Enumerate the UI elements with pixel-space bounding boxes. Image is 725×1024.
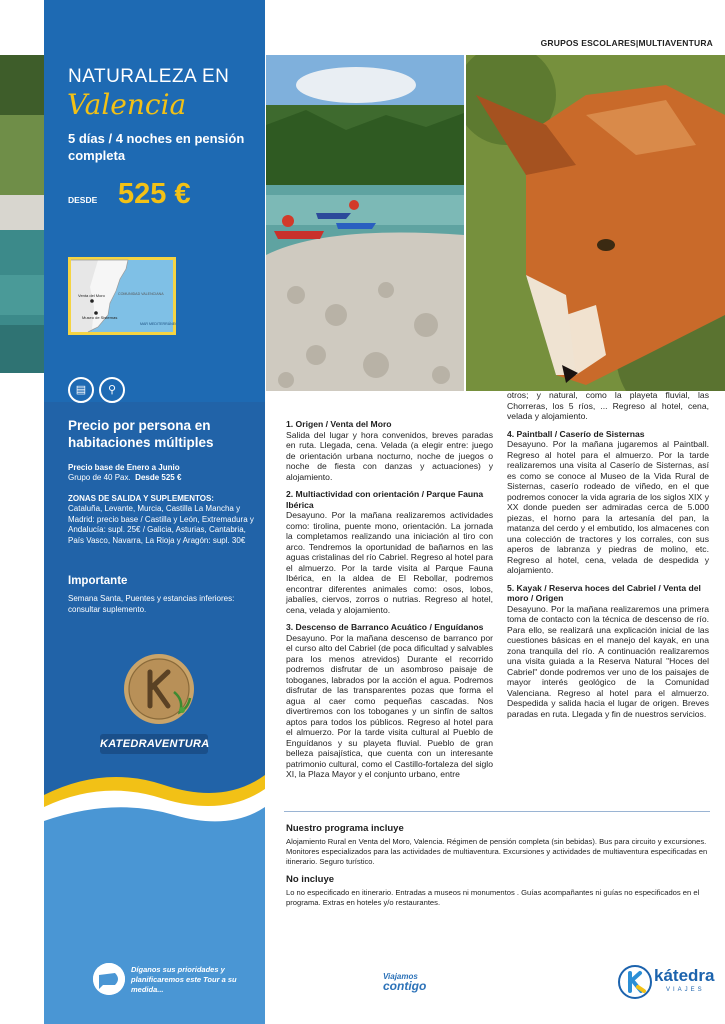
contigo-word: contigo bbox=[383, 979, 427, 993]
trip-duration: 5 días / 4 noches en pensión completa bbox=[68, 131, 245, 163]
section-divider bbox=[284, 811, 710, 812]
itinerary-column-2 bbox=[507, 390, 709, 726]
group-price-line bbox=[68, 473, 181, 482]
title-destination: Valencia bbox=[67, 88, 187, 121]
katedraventura-banner: KATEDRAVENTURA bbox=[100, 734, 208, 754]
price-per-person-title: Precio por persona en habitaciones múltiples bbox=[68, 418, 214, 450]
kayak-river-photo bbox=[266, 55, 464, 391]
map-label-mar: MAR MEDITERRÁNEO bbox=[140, 322, 176, 326]
day5-text: Desayuno. Por la mañana realizaremos una primera toma de contacto con la técnica de descenso de río. Para ello, se realizará una explicación inicial de las cuestiones básicas en el manejo del kayak, en una zona tranquila del río. A continuación realizaremos una visita guiada a la Reserva Natural "Hoces del Cabriel" donde podremos ver uno de los paisajes de mayor interés geológico de la Comunidad Valenciana. Regreso al hotel para el almuerzo. Despedida y salida hacia el lugar de origen. Breves paradas en ruta. Llegada y fin de nuestros servicios. bbox=[507, 603, 709, 719]
map-label-comunidad: COMUNIDAD VALENCIANA bbox=[118, 292, 164, 296]
bus-icon: ▤ bbox=[68, 377, 94, 403]
restaurant-icon: ⚲ bbox=[99, 377, 125, 403]
fox-photo bbox=[466, 55, 725, 391]
important-title: Importante bbox=[68, 575, 128, 587]
not-included-text: Lo no especificado en itinerario. Entradas a museos ni monumentos . Guías acompañantes ni guías no especificados en el programa. Extras en hoteles y/o restaurantes. bbox=[286, 888, 700, 907]
important-text: Semana Santa, Puentes y estancias inferiores: consultar suplemento. bbox=[68, 594, 235, 614]
location-map bbox=[68, 257, 176, 335]
katedra-brand-sub: VIAJES bbox=[666, 987, 705, 993]
sidebar-bottom-panel bbox=[44, 860, 265, 1024]
itinerary-column-1 bbox=[286, 419, 493, 787]
day3-text: Desayuno. Por la mañana descenso de barranco por el curso alto del Cabriel (de poca dificultad y salvables para los menos atrevidos) Durante el recorrido podremos disfrutar de un asombroso paisaje de toboganes, labrados por la acción el agua. Podremos disfrutar de las transparentes pozas que forma el agua al caer como pequeñas cascadas. Nos divertiremos con los toboganes y un sinfín de saltos aptos para todos los públicos. Regreso al hotel para el almuerzo. Por la tarde visita cultural al Pueblo de Enguídanos y su playeta fluvial. Pueblo de gran belleza paisajística, que cuenta con un interesante patrimonio cultural, como el Castillo-fortaleza del siglo XI, la Plaza Mayor y el conjunto urbano, entre bbox=[286, 632, 493, 779]
katedra-brand: kátedra bbox=[654, 966, 715, 985]
viajamos-contigo-logo bbox=[383, 972, 453, 993]
zones-title: ZONAS DE SALIDA Y SUPLEMENTOS: bbox=[68, 494, 214, 503]
day4-title: 4. Paintball / Caserío de Sisternas bbox=[507, 428, 645, 439]
katedraventura-medal-logo bbox=[122, 652, 196, 726]
service-icons bbox=[68, 377, 130, 403]
river-photo-strip bbox=[0, 55, 44, 373]
group-size: Grupo de 40 Pax. bbox=[68, 473, 131, 482]
day3-continued: otros; y natural, como la playeta fluvial, las Chorreras, los 5 ríos, ... Regreso al hotel, cena, velada y alojamiento. bbox=[507, 390, 709, 421]
not-included-title: No incluye bbox=[286, 874, 335, 885]
speech-icon bbox=[93, 963, 125, 995]
price-big: 525 € bbox=[118, 178, 191, 210]
desde-label: DESDE bbox=[68, 195, 98, 205]
tagline-text: Díganos sus prioridades y planificaremos este Tour a su medida... bbox=[131, 965, 237, 994]
day2-text: Desayuno. Por la mañana realizaremos actividades como: tirolina, puente mono, orientación. La jornada la completamos realizando una iniciación al tiro con arco. Tendremos la oportunidad de bañarnos en las aguas cristalinas del río Cabriel. Regreso al hotel para el almuerzo. Por la tarde visita al Parque Fauna Ibérica, en la aldea de El Rebollar, podremos encontrar diferentes animales como: osos, lobos, jabalíes, ciervos, zorros o nutrias. Regreso al hotel, cena, velada y alojamiento. bbox=[286, 510, 493, 615]
base-price-label: Precio base de Enero a Junio bbox=[68, 463, 180, 472]
day5-title: 5. Kayak / Reserva hoces del Cabriel / Venta del moro / Origen bbox=[507, 582, 701, 603]
includes-title: Nuestro programa incluye bbox=[286, 823, 404, 834]
title-line1: NATURALEZA EN bbox=[68, 66, 230, 87]
zones-text: Cataluña, Levante, Murcia, Castilla La Mancha y Madrid: precio base / Castilla y León, Extremadura y Andalucía: supl. 25€ / Galicia, Asturias, Cantabria, País Vasco, Navarra, La Rioja y Aragón: supl. 30€ bbox=[68, 504, 254, 545]
day1-title: 1. Origen / Venta del Moro bbox=[286, 419, 392, 429]
day2-title: 2. Multiactividad con orientación / Parque Fauna Ibérica bbox=[286, 489, 484, 510]
day4-text: Desayuno. Por la mañana jugaremos al Paintball. Regreso al hotel para el almuerzo. Por la tarde realizaremos una visita al Caserío de Sisternas, así es como se conoce al Museo de la Vida Rural de Sisternas, caserío rodeado de viñedo, en el que podremos conocer la vida agraria de los siglos XIX y XX donde pueden ser admiradas cerca de 5.000 piezas, el horno para la artesanía del pan, la matanza del cerdo y el embutido, los almacenes con una colección de tractores y los corrales, con sus aperos de labranza y piedras de molino, etc. Regreso al hotel, cena, velada de despedida y alojamiento. bbox=[507, 439, 709, 575]
map-label-venta: Venta del Moro bbox=[78, 293, 105, 298]
map-label-museo: Museo de Sisternas bbox=[82, 315, 118, 320]
section-header-label: GRUPOS ESCOLARES|MULTIAVENTURA bbox=[540, 38, 713, 48]
viajamos-word: Viajamos bbox=[383, 972, 418, 981]
group-price: Desde 525 € bbox=[135, 473, 182, 482]
day1-text: Salida del lugar y hora convenidos, breves paradas en ruta. Llegada, cena. Velada (a elegir entre: juego de orientación urbana nocturno, noche de juegos o noche de fiesta con danzas y actuaciones) y alojamiento. bbox=[286, 429, 493, 482]
day3-title: 3. Descenso de Barranco Acuático / Enguídanos bbox=[286, 622, 484, 632]
includes-text: Alojamiento Rural en Venta del Moro, Valencia. Régimen de pensión completa (sin bebidas). Bus para circuito y excursiones. Monitores especializados para las actividades de multiaventura. Excursiones y actividades de multiaventura especificadas en itinerario. Seguro turístico. bbox=[286, 837, 708, 866]
